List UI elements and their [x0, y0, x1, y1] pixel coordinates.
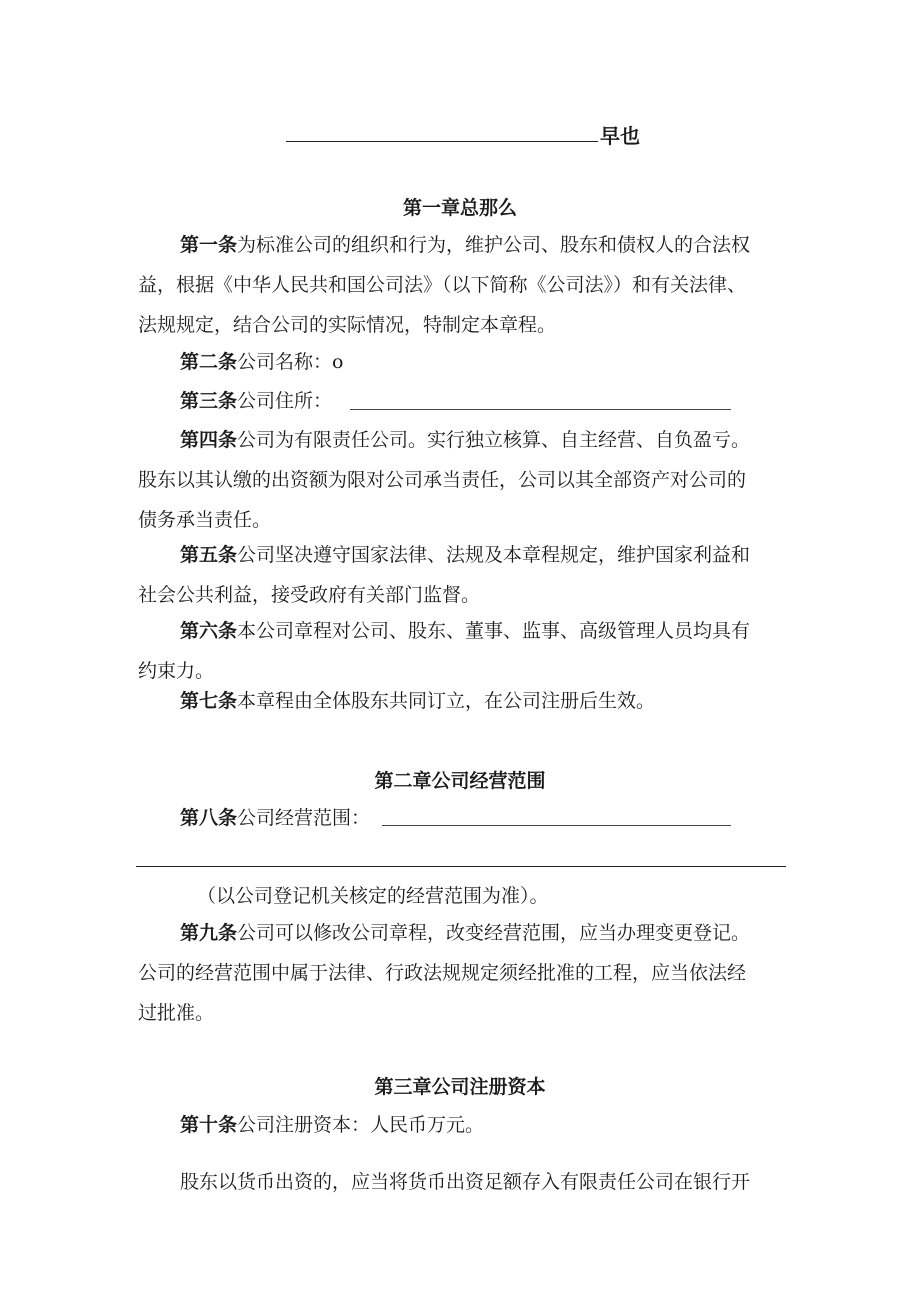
chapter-3-heading: 第三章公司注册资本	[374, 1076, 546, 1098]
article-8-text: 公司经营范围：	[237, 807, 371, 829]
article-4-line-3: 债务承当责任。	[138, 509, 272, 531]
article-1-line-1: 为标准公司的组织和行为，维护公司、股东和债权人的合法权	[237, 234, 751, 256]
article-9-label: 第九条	[180, 922, 238, 944]
article-10-text: 公司注册资本：人民币万元。	[237, 1114, 485, 1136]
article-2-label: 第二条	[180, 351, 238, 373]
article-5-line-2: 社会公共利益，接受政府有关部门监督。	[138, 584, 481, 606]
article-8	[138, 798, 788, 838]
article-3-label: 第三条	[180, 390, 238, 412]
article-1-label: 第一条	[180, 234, 238, 256]
article-9-line-3: 过批准。	[138, 1002, 215, 1024]
article-6-line-1: 本公司章程对公司、股东、董事、监事、高级管理人员均具有	[237, 620, 751, 642]
chapter-2-heading: 第二章公司经营范围	[374, 770, 546, 792]
article-3	[138, 381, 788, 421]
address-blank-line	[350, 409, 731, 410]
article-6	[138, 611, 788, 691]
article-4	[138, 420, 788, 540]
capital-paragraph-line-1: 股东以货币出资的，应当将货币出资足额存入有限责任公司在银行开	[180, 1171, 751, 1193]
article-7	[138, 681, 788, 721]
business-scope-blank-line-1	[382, 825, 731, 826]
article-10	[138, 1105, 788, 1145]
article-3-text: 公司住所：	[237, 390, 333, 412]
article-1-line-2: 益，根据《中华人民共和国公司法》（以下简称《公司法》）和有关法律、	[138, 274, 747, 296]
article-6-label: 第六条	[180, 620, 238, 642]
chapter-1-heading: 第一章总那么	[402, 197, 517, 219]
article-2-text: 公司名称：o	[237, 351, 344, 373]
article-4-line-1: 公司为有限责任公司。实行独立核算、自主经营、自负盈亏。	[237, 429, 751, 451]
article-9-line-2: 公司的经营范围中属于法律、行政法规规定须经批准的工程，应当依法经	[138, 962, 747, 984]
article-2	[138, 342, 788, 382]
article-9-line-1: 公司可以修改公司章程，改变经营范围，应当办理变更登记。	[237, 922, 751, 944]
article-10-label: 第十条	[180, 1114, 238, 1136]
article-5	[138, 535, 788, 615]
title-blank-line	[286, 141, 598, 142]
document-title-suffix: 早也	[600, 124, 640, 148]
article-5-line-1: 公司坚决遵守国家法律、法规及本章程规定，维护国家利益和	[237, 544, 751, 566]
article-4-line-2: 股东以其认缴的出资额为限对公司承当责任，公司以其全部资产对公司的	[138, 469, 747, 491]
business-scope-note: （以公司登记机关核定的经营范围为准）。	[197, 885, 549, 907]
article-4-label: 第四条	[180, 429, 238, 451]
article-7-label: 第七条	[180, 690, 238, 712]
article-5-label: 第五条	[180, 544, 238, 566]
business-scope-blank-line-2	[136, 866, 786, 867]
article-6-line-2: 约束力。	[138, 660, 215, 682]
article-1-line-3: 法规规定，结合公司的实际情况，特制定本章程。	[138, 314, 557, 336]
article-9	[138, 913, 788, 1033]
article-7-text: 本章程由全体股东共同订立，在公司注册后生效。	[237, 690, 656, 712]
article-8-label: 第八条	[180, 807, 238, 829]
capital-paragraph	[138, 1162, 788, 1202]
article-1	[138, 225, 788, 345]
